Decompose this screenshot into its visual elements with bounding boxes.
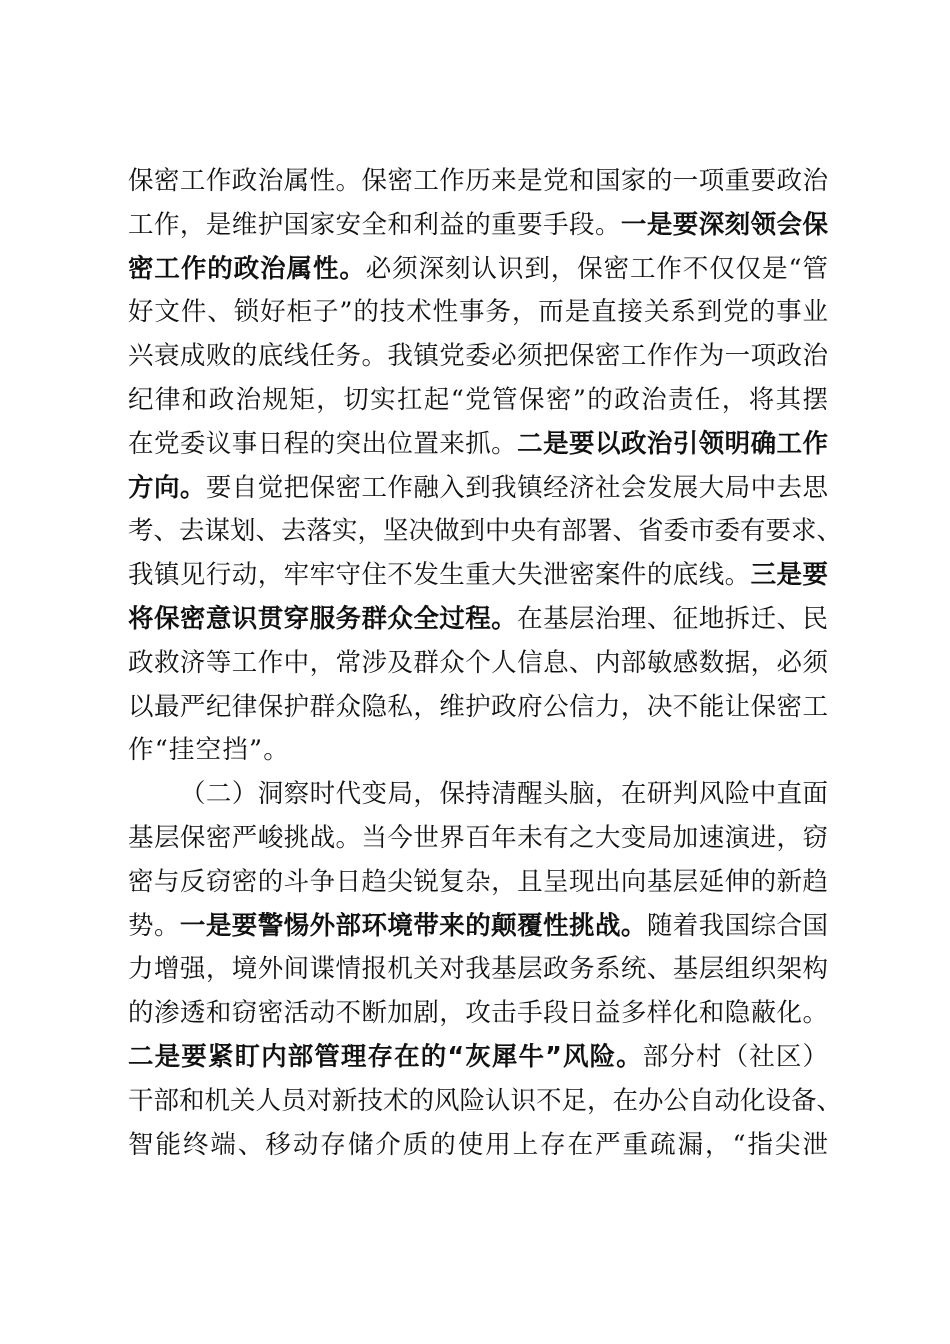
text-line: 保密工作政治属性。保密工作历来是党和国家的一项重要政治 (128, 166, 828, 196)
text-line: 政救济等工作中，常涉及群众个人信息、内部敏感数据，必须 (128, 647, 828, 678)
text-line: 智能终端、移动存储介质的使用上存在严重疏漏，“指尖泄 (128, 1129, 828, 1160)
text-line: 力增强，境外间谍情报机关对我基层政务系统、基层组织架构 (128, 954, 828, 985)
section-heading-line: （二）洞察时代变局，保持清醒头脑，在研判风险中直面 (180, 779, 828, 810)
text-line: 干部和机关人员对新技术的风险认识不足，在办公自动化设备、 (128, 1085, 843, 1116)
text-line: 以最严纪律保护群众隐私，维护政府公信力，决不能让保密工 (128, 691, 828, 722)
text-line: 密工作的政治属性。必须深刻认识到，保密工作不仅仅是“管 (128, 253, 828, 284)
text-line: 密与反窃密的斗争日趋尖锐复杂，且呈现出向基层延伸的新趋 (128, 866, 828, 897)
text-line: 作“挂空挡”。 (128, 735, 290, 766)
text-line: 好文件、锁好柜子”的技术性事务，而是直接关系到党的事业 (128, 297, 828, 328)
text-line: 二是要紧盯内部管理存在的“灰犀牛”风险。部分村（社区） (128, 1041, 828, 1072)
text-line: 工作，是维护国家安全和利益的重要手段。一是要深刻领会保 (128, 209, 828, 240)
text-line: 纪律和政治规矩，切实扛起“党管保密”的政治责任，将其摆 (128, 384, 828, 415)
text-line: 将保密意识贯穿服务群众全过程。在基层治理、征地拆迁、民 (128, 603, 828, 634)
text-line: 考、去谋划、去落实，坚决做到中央有部署、省委市委有要求、 (128, 516, 843, 547)
text-line: 基层保密严峻挑战。当今世界百年未有之大变局加速演进，窃 (128, 822, 828, 853)
text-line: 方向。要自觉把保密工作融入到我镇经济社会发展大局中去思 (128, 472, 828, 503)
text-line: 在党委议事日程的突出位置来抓。二是要以政治引领明确工作 (128, 428, 828, 459)
body-text (128, 160, 843, 1167)
text-line: 的渗透和窃密活动不断加剧，攻击手段日益多样化和隐蔽化。 (128, 998, 828, 1029)
text-line: 兴衰成败的底线任务。我镇党委必须把保密工作作为一项政治 (128, 341, 828, 372)
text-line: 势。一是要警惕外部环境带来的颠覆性挑战。随着我国综合国 (128, 910, 828, 941)
text-line: 我镇见行动，牢牢守住不发生重大失泄密案件的底线。三是要 (128, 560, 828, 591)
